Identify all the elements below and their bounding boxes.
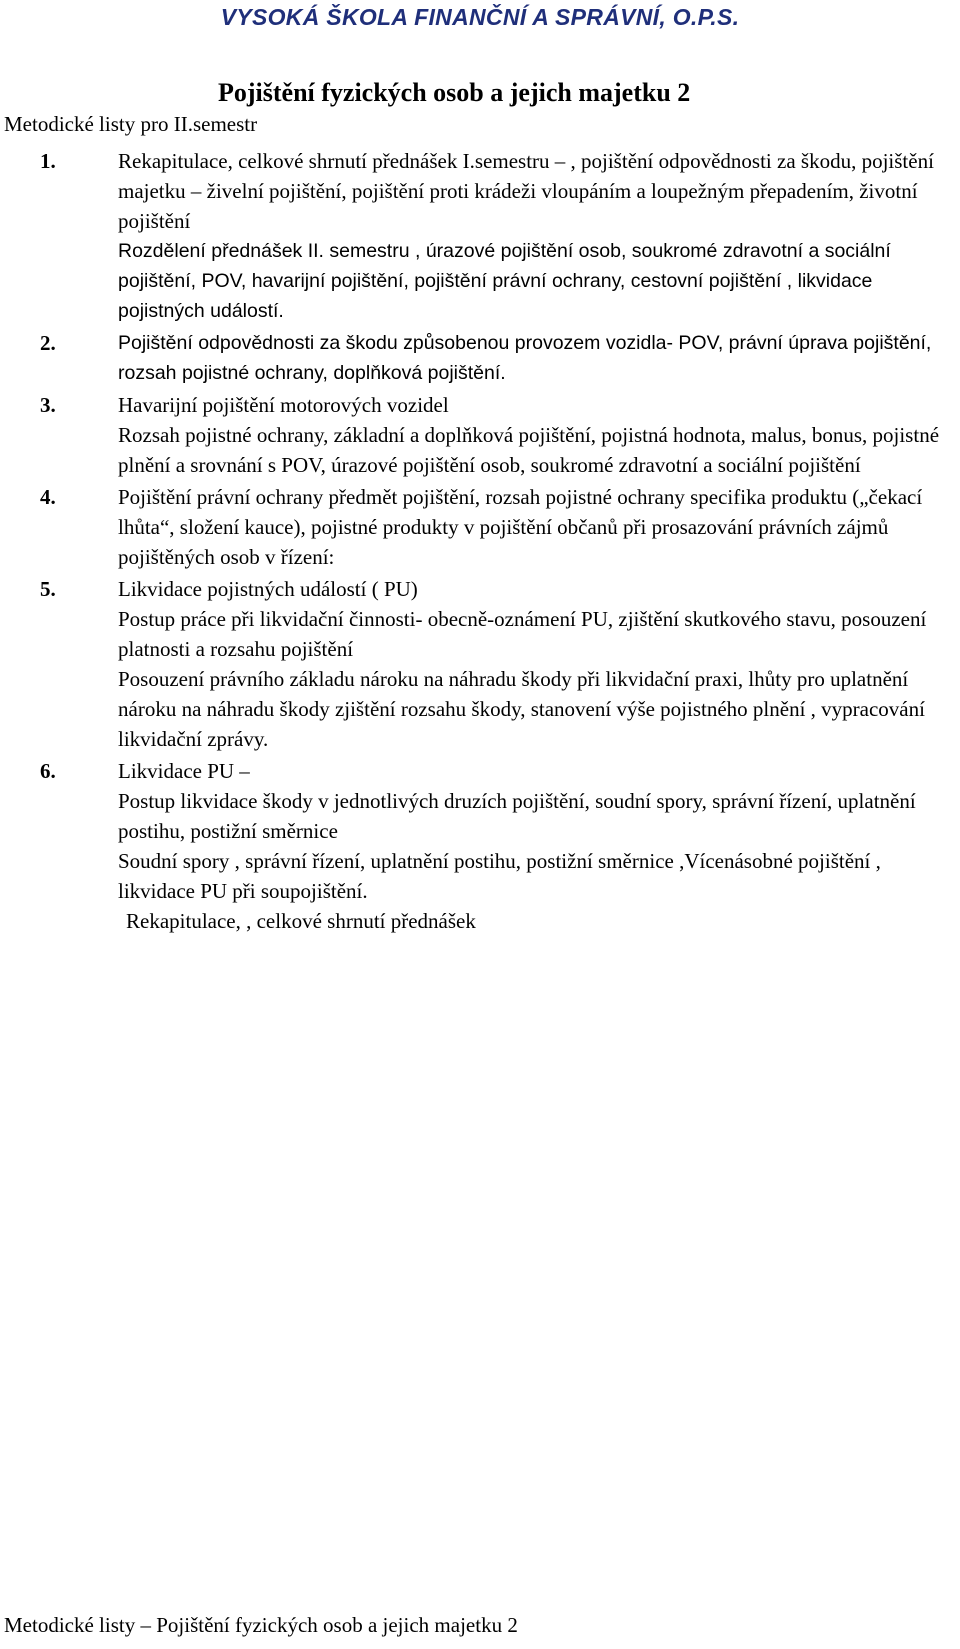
item-text: Posouzení právního základu nároku na náhradu škody při likvidační praxi, lhůty pro uplatnění nároku na náhradu škody zjištění rozsahu škody, stanovení výše pojistného plnění , vypracování likvidační zprávy. xyxy=(118,667,925,751)
item-text: Rozdělení přednášek II. semestru , úrazové pojištění osob, soukromé zdravotní a sociální pojištění, POV, havarijní pojištění, pojištění právní ochrany, cestovní pojištění , likvidace pojistných událostí. xyxy=(118,240,891,322)
item-text: Likvidace pojistných událostí ( PU) xyxy=(118,577,418,601)
document-subtitle: Metodické listy pro II.semestr xyxy=(4,112,258,136)
item-text: Pojištění odpovědnosti za škodu způsobenou provozem vozidla- POV, právní úprava pojištění, rozsah pojistné ochrany, doplňková pojištění. xyxy=(118,332,932,384)
page-footer: Metodické listy – Pojištění fyzických osob a jejich majetku 2 xyxy=(4,1613,518,1637)
lecture-item-3 xyxy=(0,390,960,480)
item-text: Rozsah pojistné ochrany, základní a doplňková pojištění, pojistná hodnota, malus, bonus, pojistné plnění a srovnání s POV, úrazové pojištění osob, soukromé zdravotní a sociální pojištění xyxy=(118,423,940,477)
item-number: 2. xyxy=(40,331,56,355)
lecture-item-4 xyxy=(0,482,960,572)
lecture-item-6 xyxy=(0,756,960,906)
item-text: Postup likvidace škody v jednotlivých druzích pojištění, soudní spory, správní řízení, uplatnění postihu, postižní směrnice xyxy=(118,789,916,843)
closing-line: Rekapitulace, , celkové shrnutí přednášek xyxy=(126,909,476,933)
item-text: Soudní spory , správní řízení, uplatnění postihu, postižní směrnice ,Vícenásobné pojištění , likvidace PU při soupojištění. xyxy=(118,849,881,903)
item-number: 3. xyxy=(40,393,56,417)
item-number: 1. xyxy=(40,149,56,173)
item-text: Postup práce při likvidační činnosti- obecně-oznámení PU, zjištění skutkového stavu, posouzení platnosti a rozsahu pojištění xyxy=(118,607,927,661)
item-text: Likvidace PU – xyxy=(118,759,250,783)
item-number: 5. xyxy=(40,577,56,601)
item-text: Pojištění právní ochrany předmět pojištění, rozsah pojistné ochrany specifika produktu („čekací lhůta“, složení kauce), pojistné produkty v pojištění občanů při prosazování právních zájmů pojištěných osob v řízení: xyxy=(118,485,923,569)
lecture-item-5 xyxy=(0,574,960,754)
lecture-item-1 xyxy=(0,146,960,326)
school-name: VYSOKÁ ŠKOLA FINANČNÍ A SPRÁVNÍ, O.P.S. xyxy=(220,4,740,30)
item-text: Havarijní pojištění motorových vozidel xyxy=(118,393,449,417)
lecture-item-2 xyxy=(0,328,960,388)
item-number: 6. xyxy=(40,759,56,783)
document-title: Pojištění fyzických osob a jejich majetku 2 xyxy=(218,78,691,107)
lecture-list xyxy=(0,146,960,936)
item-text: Rekapitulace, celkové shrnutí přednášek I.semestru – , pojištění odpovědnosti za škodu, pojištění majetku – živelní pojištění, pojištění proti krádeži vloupáním a loupežným přepadením, životní pojištění xyxy=(118,149,934,233)
item-number: 4. xyxy=(40,485,56,509)
